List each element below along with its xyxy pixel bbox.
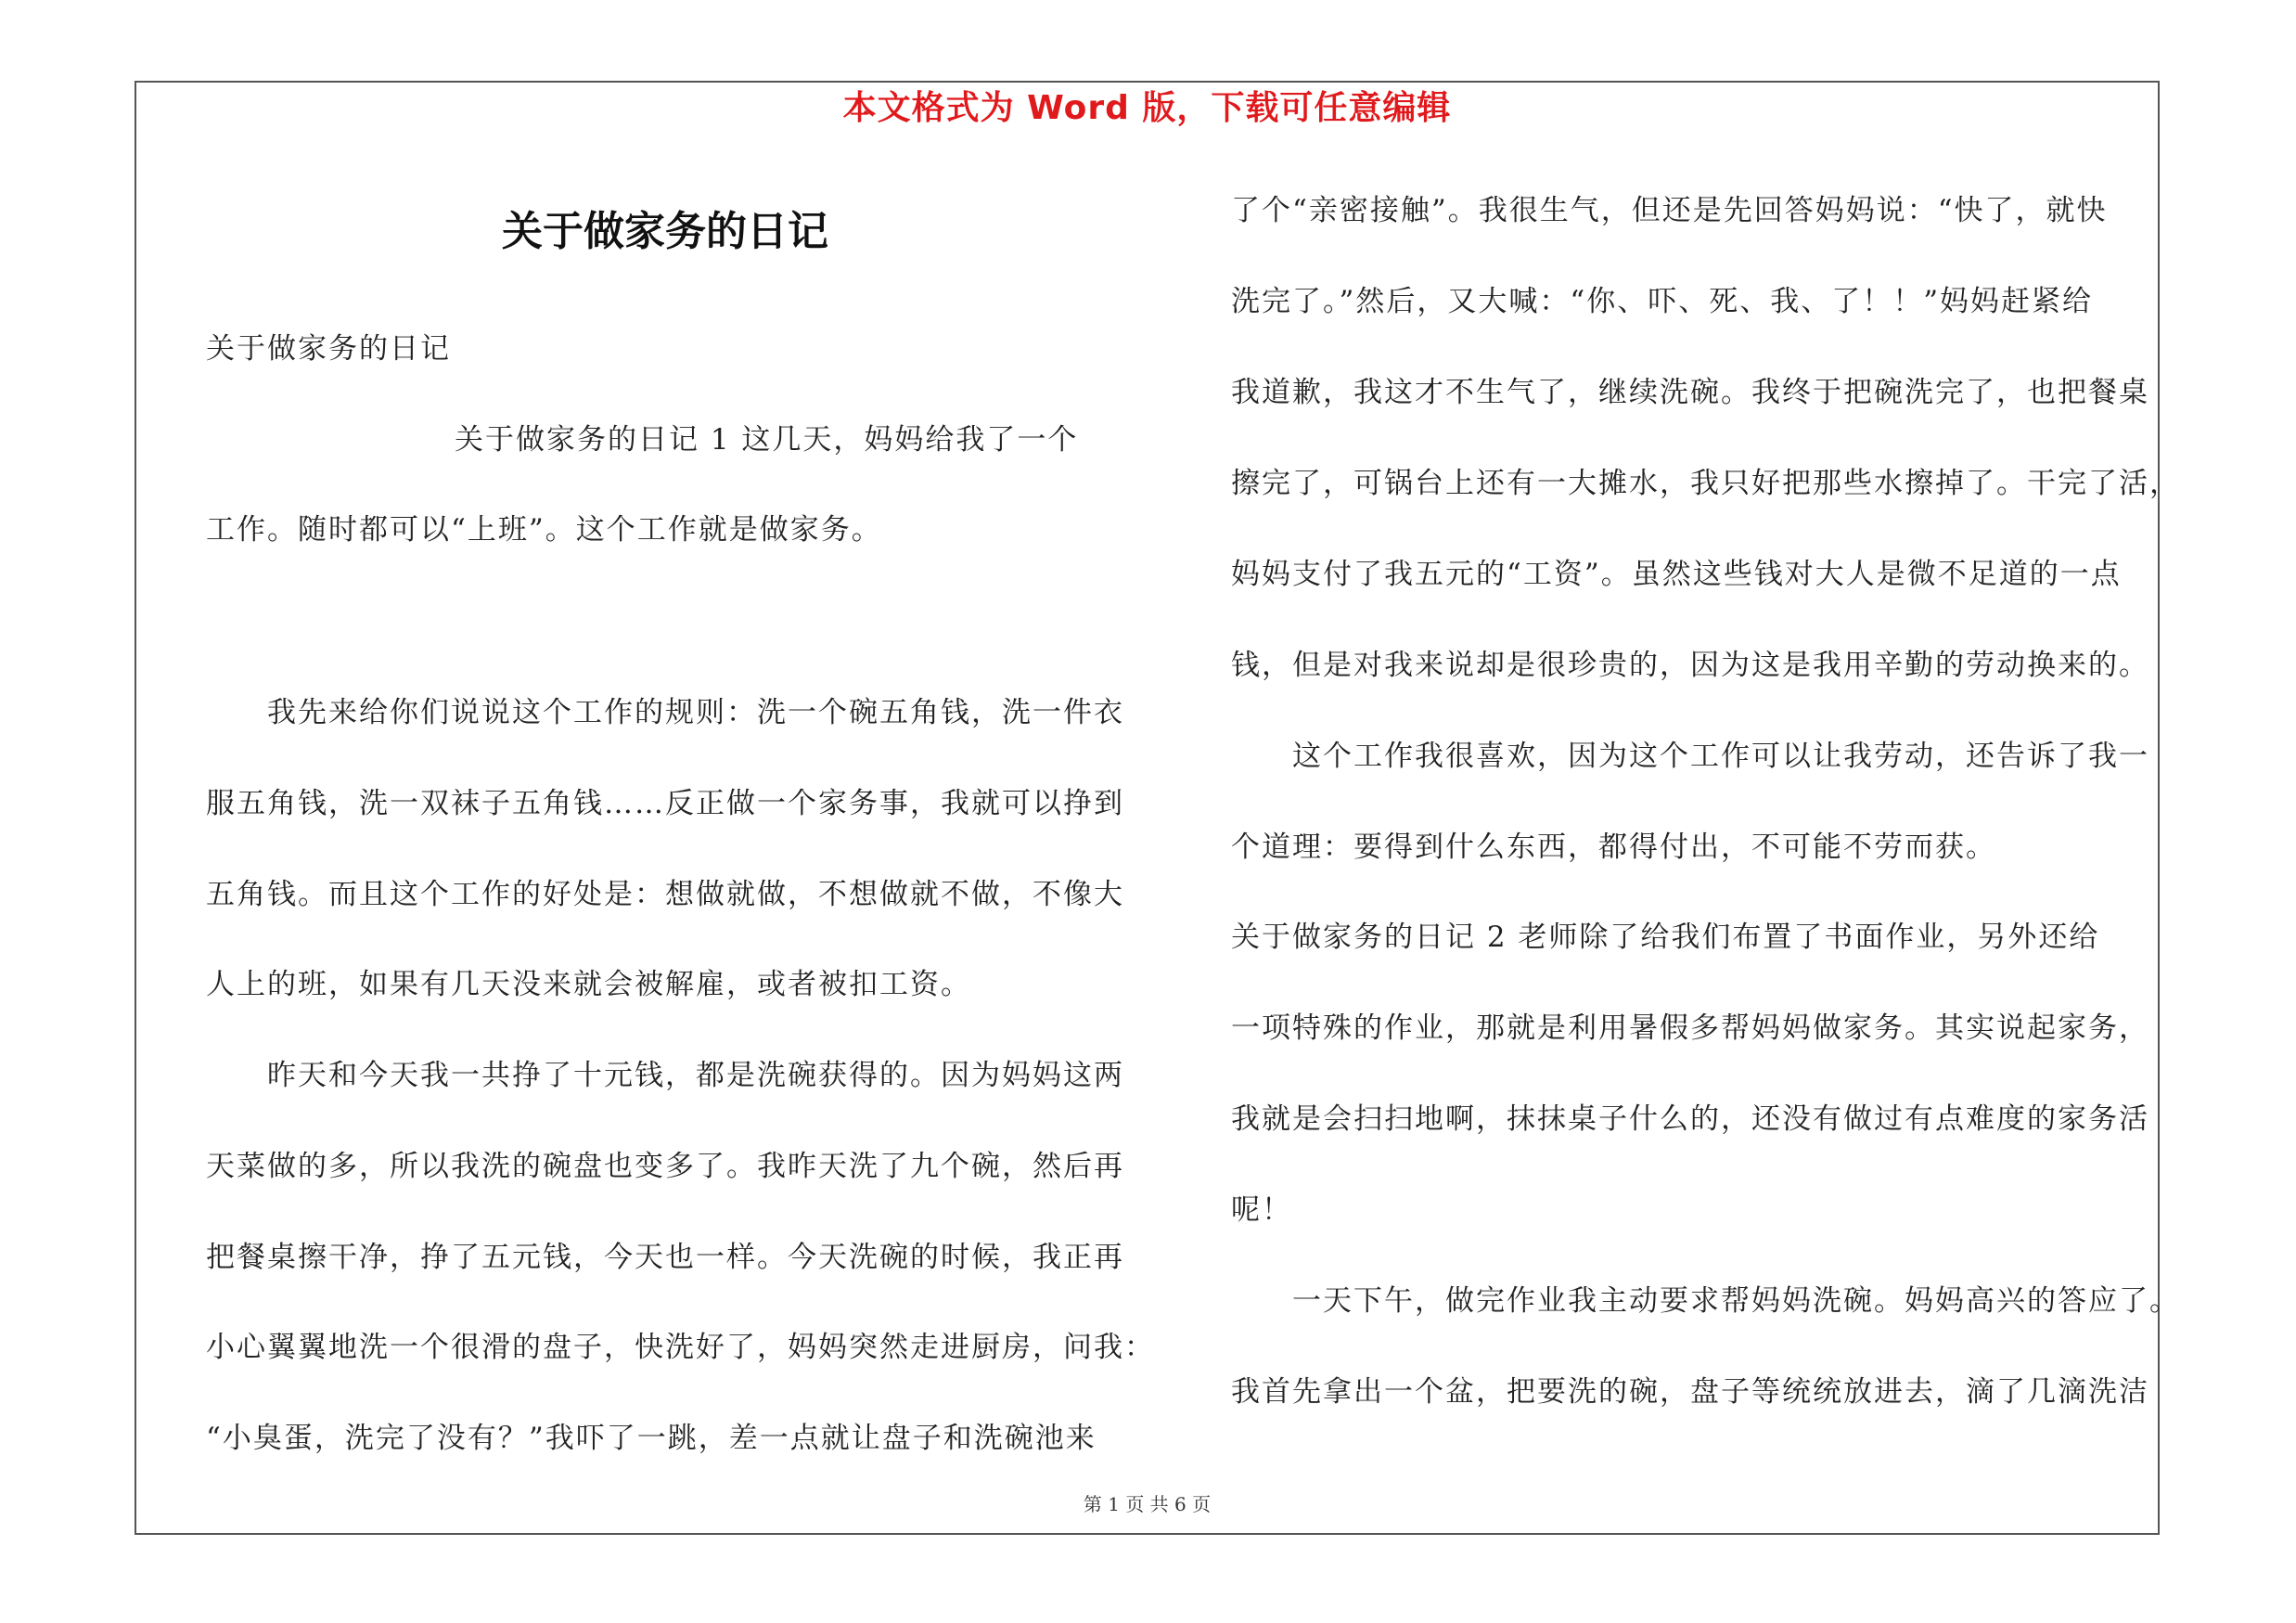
left-line: 昨天和今天我一共挣了十元钱，都是洗碗获得的。因为妈妈这两 <box>267 1059 1124 1092</box>
left-line: 服五角钱，洗一双袜子五角钱……反正做一个家务事，我就可以挣到 <box>206 787 1124 820</box>
left-line: “小臭蛋，洗完了没有？”我吓了一跳，差一点就让盘子和洗碗池来 <box>206 1422 1097 1455</box>
right-line: 我首先拿出一个盆，把要洗的碗，盘子等统统放进去，滴了几滴洗洁 <box>1231 1375 2149 1409</box>
word-format-banner: 本文格式为 Word 版，下载可任意编辑 <box>842 89 1452 127</box>
left-line-diary-1-heading: 关于做家务的日记 1 这几天，妈妈给我了一个 <box>455 423 1079 457</box>
left-line-subtitle: 关于做家务的日记 <box>206 332 451 366</box>
right-line: 擦完了，可锅台上还有一大摊水，我只好把那些水擦掉了。干完了活， <box>1231 467 2180 500</box>
right-line: 我道歉，我这才不生气了，继续洗碗。我终于把碗洗完了，也把餐桌 <box>1231 376 2149 409</box>
left-line: 五角钱。而且这个工作的好处是：想做就做，不想做就不做，不像大 <box>206 878 1124 911</box>
document-title: 关于做家务的日记 <box>502 208 828 255</box>
right-line: 呢！ <box>1231 1193 1292 1227</box>
right-line: 这个工作我很喜欢，因为这个工作可以让我劳动，还告诉了我一 <box>1292 740 2149 773</box>
right-line: 一天下午，做完作业我主动要求帮妈妈洗碗。妈妈高兴的答应了。 <box>1292 1284 2180 1318</box>
left-line: 我先来给你们说说这个工作的规则：洗一个碗五角钱，洗一件衣 <box>267 696 1124 729</box>
right-line-diary-2-heading: 关于做家务的日记 2 老师除了给我们布置了书面作业，另外还给 <box>1231 921 2100 954</box>
left-line: 人上的班，如果有几天没来就会被解雇，或者被扣工资。 <box>206 968 971 1001</box>
page-number-footer: 第 1 页 共 6 页 <box>1083 1493 1212 1515</box>
right-line: 了个“亲密接触”。我很生气，但还是先回答妈妈说：“快了，就快 <box>1231 194 2108 227</box>
left-line: 天菜做的多，所以我洗的碗盘也变多了。我昨天洗了九个碗，然后再 <box>206 1150 1124 1183</box>
left-line: 把餐桌擦干净，挣了五元钱，今天也一样。今天洗碗的时候，我正再 <box>206 1241 1124 1274</box>
right-line: 妈妈支付了我五元的“工资”。虽然这些钱对大人是微不足道的一点 <box>1231 558 2122 591</box>
right-line: 我就是会扫扫地啊，抹抹桌子什么的，还没有做过有点难度的家务活 <box>1231 1102 2149 1136</box>
left-line: 小心翼翼地洗一个很滑的盘子，快洗好了，妈妈突然走进厨房，问我： <box>206 1331 1155 1364</box>
right-line: 洗完了。”然后，又大喊：“你、吓、死、我、了！！”妈妈赶紧给 <box>1231 285 2094 318</box>
left-line: 工作。随时都可以“上班”。这个工作就是做家务。 <box>206 513 882 547</box>
right-line: 钱，但是对我来说却是很珍贵的，因为这是我用辛勤的劳动换来的。 <box>1231 649 2149 682</box>
right-line: 一项特殊的作业，那就是利用暑假多帮妈妈做家务。其实说起家务， <box>1231 1011 2149 1045</box>
right-line: 个道理：要得到什么东西，都得付出，不可能不劳而获。 <box>1231 831 1996 864</box>
